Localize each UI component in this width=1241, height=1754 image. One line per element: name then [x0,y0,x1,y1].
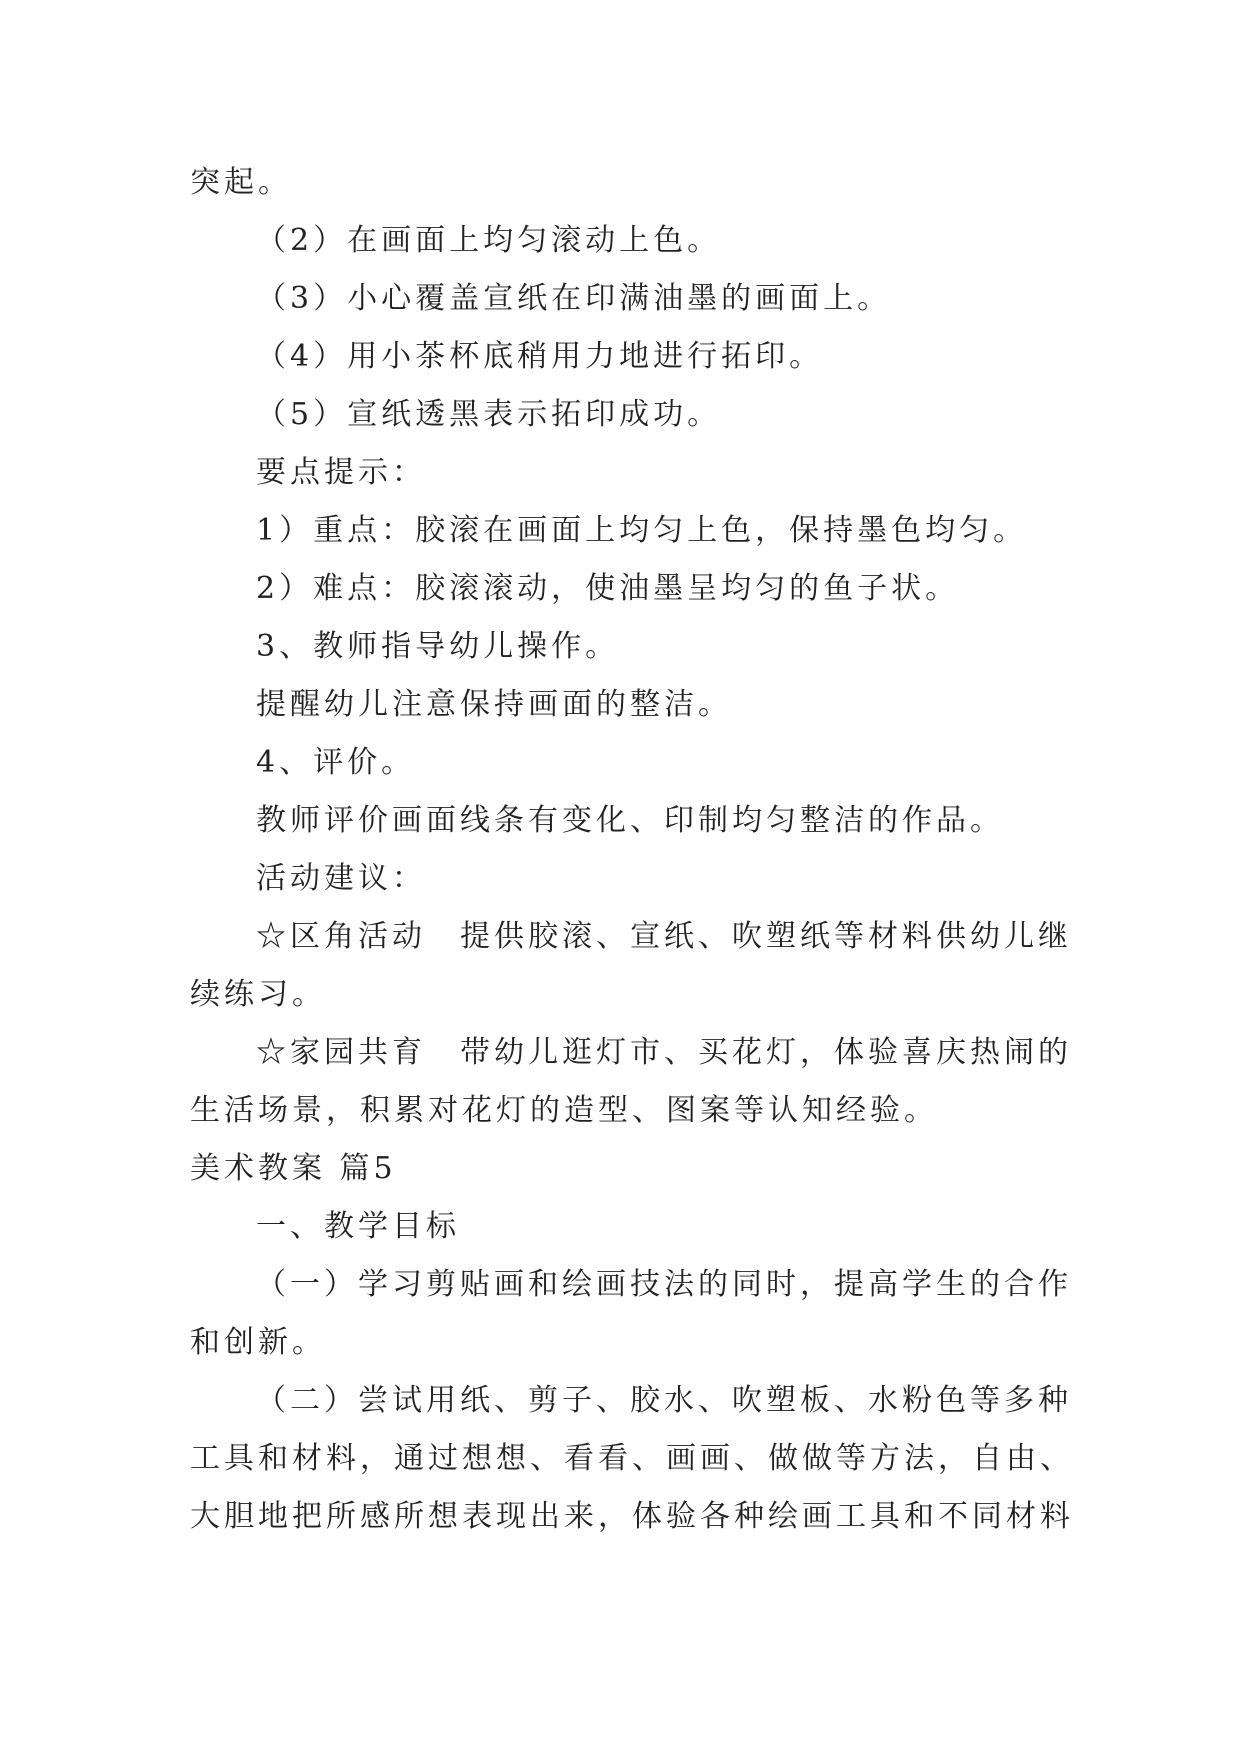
text-line: 生活场景，积累对花灯的造型、图案等认知经验。 [190,1093,938,1128]
text-line: 4、评价。 [256,745,416,780]
section-heading: 要点提示： [256,455,426,490]
text-line: 续练习。 [190,977,326,1012]
text-line: （4）用小茶杯底稍用力地进行拓印。 [256,339,824,374]
text-line: 3、教师指导幼儿操作。 [256,629,620,664]
section-heading: 一、教学目标 [256,1209,460,1244]
text-line: （一）学习剪贴画和绘画技法的同时，提高学生的合作 [256,1267,1072,1302]
text-line: 教师评价画面线条有变化、印制均匀整洁的作品。 [256,803,1004,838]
text-line: 大胆地把所感所想表现出来，体验各种绘画工具和不同材料 [190,1499,1074,1534]
text-line: （二）尝试用纸、剪子、胶水、吹塑板、水粉色等多种 [256,1383,1072,1418]
section-heading: 活动建议： [256,861,426,896]
chapter-title: 美术教案 篇5 [190,1151,397,1186]
text-line: 突起。 [190,165,292,200]
text-line: （3）小心覆盖宣纸在印满油墨的画面上。 [256,281,892,316]
text-line: 工具和材料，通过想想、看看、画画、做做等方法，自由、 [190,1441,1074,1476]
text-line: 1）重点：胶滚在画面上均匀上色，保持墨色均匀。 [256,513,1028,548]
text-line: 和创新。 [190,1325,326,1360]
text-line: ☆区角活动 提供胶滚、宣纸、吹塑纸等材料供幼儿继 [256,919,1072,954]
text-line: 2）难点：胶滚滚动，使油墨呈均匀的鱼子状。 [256,571,960,606]
text-line: （5）宣纸透黑表示拓印成功。 [256,397,722,432]
text-line: 提醒幼儿注意保持画面的整洁。 [256,687,732,722]
text-line: （2）在画面上均匀滚动上色。 [256,223,722,258]
text-line: ☆家园共育 带幼儿逛灯市、买花灯，体验喜庆热闹的 [256,1035,1072,1070]
